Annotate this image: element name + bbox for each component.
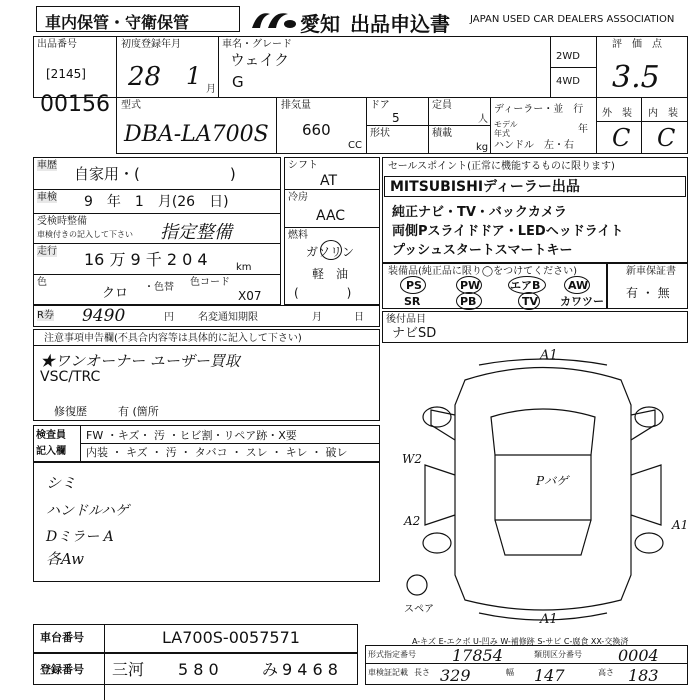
history-value: 自家用・( ) [74, 165, 236, 183]
color-value: クロ [102, 286, 129, 301]
notes-line-2: VSC/TRC [40, 369, 101, 385]
equipment-label: 装備品(純正品に限り◯をつけてください) [388, 266, 577, 277]
memo-line-3: Dミラー A [46, 529, 114, 545]
drive-2wd: 2WD [556, 51, 580, 62]
chassis-label: 車台番号 [40, 631, 84, 644]
entry-label: 記入欄 [36, 446, 66, 457]
class-number: 0004 [618, 646, 659, 665]
equip-pb: PB [460, 295, 477, 308]
equip-airbag: エアB [510, 279, 541, 292]
maintenance-value: 指定整備 [160, 222, 232, 243]
fuel-gasoline: ガソリン [306, 245, 355, 259]
name-label: 車名・グレード [222, 39, 292, 50]
reg-year-label: 初度登録年月 [121, 39, 181, 50]
color-code: X07 [238, 289, 262, 303]
shift-label: シフト [288, 160, 318, 171]
transfer-label: 名変通知期限 [198, 312, 258, 323]
height-value: 183 [628, 666, 659, 685]
length-value: 329 [440, 666, 471, 685]
association-name: JAPAN USED CAR DEALERS ASSOCIATION [470, 14, 675, 25]
load-label: 積載 [432, 128, 452, 139]
car-grade: G [232, 73, 244, 91]
model-year-unit: 年 [578, 124, 588, 135]
cc-label: 排気量 [281, 100, 311, 111]
mileage-label: 走行 [37, 246, 57, 257]
door-label: ドア [370, 100, 390, 111]
form-title: 出品申込書 [350, 12, 450, 36]
height-label: 高さ [598, 668, 614, 677]
class-label: 類別区分番号 [534, 650, 582, 659]
inspector-label: 検査員 [36, 430, 66, 441]
equip-tv: TV [522, 295, 539, 308]
aa-logo [248, 8, 298, 32]
damage-center: Pバゲ [536, 474, 569, 488]
memo-line-4: 各Aw [46, 550, 84, 568]
notes-label: 注意事項申告欄(不具合内容等は具体的に記入して下さい) [44, 333, 302, 344]
cc-value: 660 [302, 121, 331, 139]
aa-logo-icon [248, 8, 298, 32]
color-code-label: 色コード [190, 277, 230, 288]
ac-value: AAC [316, 208, 346, 224]
equip-ps-circle [400, 276, 426, 294]
score-label: 評 価 点 [612, 39, 662, 50]
retrofit-label: 後付品目 [386, 314, 426, 325]
brand-name: 愛知 [300, 12, 340, 36]
damage-a1-right: A1 [672, 518, 689, 532]
equip-ps: PS [406, 279, 422, 292]
selling-points-label: セールスポイント(正常に機能するものに限ります) [388, 161, 615, 172]
damage-a2: A2 [404, 514, 421, 528]
lot-label: 出品番号 [37, 39, 77, 50]
maintenance-label: 受検時整備 [37, 216, 87, 227]
mileage-value: 16 万 9 千 2 0 4 [84, 250, 208, 269]
warranty-label: 新車保証書 [626, 266, 676, 277]
chassis-number: LA700S-0057571 [162, 628, 300, 647]
plate-region: 三河 [112, 660, 145, 679]
recycle-amount: 9490 [82, 306, 126, 326]
ac-label: 冷房 [288, 192, 308, 203]
mileage-unit: km [236, 262, 252, 273]
plate-label: 登録番号 [40, 663, 84, 676]
equip-tv-circle [518, 292, 540, 310]
model-year-label: モデル年式 [494, 120, 518, 138]
selling-point-1: MITSUBISHIディーラー出品 [390, 179, 580, 195]
plate-class: 5 8 0 [178, 660, 219, 679]
score-value: 3.5 [612, 60, 660, 95]
shaken-label: 車検 [37, 192, 57, 203]
equip-pw: PW [460, 279, 481, 292]
interior-row: 内装 ・ キズ ・ 汚 ・ タバコ ・ スレ ・ キレ ・ 破レ [86, 446, 348, 459]
storage-badge [36, 6, 240, 32]
load-unit: kg [476, 142, 489, 153]
selling-point-2: 純正ナビ・TV・バックカメラ [392, 205, 567, 220]
fuel-label: 燃料 [288, 230, 308, 241]
model-code: DBA-LA700S [124, 122, 269, 147]
equip-aw: AW [568, 279, 589, 292]
drive-4wd: 4WD [556, 76, 580, 87]
repair-value: 有 (箇所 [118, 405, 159, 418]
equip-aw-circle [564, 276, 590, 294]
repair-label: 修復歴 [54, 405, 87, 418]
recycle-yen: 円 [164, 312, 174, 323]
interior-grade: C [657, 124, 676, 152]
plate-number: 9 4 6 8 [282, 660, 338, 679]
car-name: ウェイク [230, 51, 290, 69]
memo-frame [33, 462, 380, 582]
lot-number: 00156 [40, 92, 110, 117]
maintenance-note: 車検付きの記入して下さい [37, 230, 133, 239]
color-change: ・色替 [144, 282, 174, 293]
model-label: 型式 [121, 100, 141, 111]
shape-label: 形状 [370, 128, 390, 139]
fuel-selected-circle [320, 240, 342, 260]
door-value: 5 [392, 111, 400, 125]
transfer-day: 日 [354, 312, 364, 323]
transfer-month: 月 [312, 312, 322, 323]
lot-code: [2145] [46, 67, 86, 81]
dimension-label: 車検証記載 [368, 668, 408, 677]
reg-year: 28 [128, 62, 162, 92]
fuel-diesel: 軽 油 [312, 267, 349, 281]
warranty-value: 有 ・ 無 [626, 286, 670, 300]
capacity-unit: 人 [478, 114, 488, 125]
selling-point-3: 両側Pスライドドア・LEDヘッドライト [392, 224, 624, 239]
damage-a1-bottom: A1 [540, 612, 558, 627]
exterior-grade: C [612, 124, 631, 152]
capacity-label: 定員 [432, 100, 452, 111]
cc-unit: CC [348, 140, 362, 151]
spec-label: 形式指定番号 [368, 650, 416, 659]
memo-line-1: シミ [46, 474, 77, 492]
fuel-other: ( ) [294, 286, 352, 300]
month-unit: 月 [206, 84, 216, 95]
equip-pb-circle [456, 292, 482, 310]
dealer-label: ディーラー・並 行 [494, 104, 584, 115]
storage-badge-text: 車内保管・守衛保管 [45, 13, 190, 32]
spare-label: スペア [404, 604, 434, 615]
fw-row: FW ・キズ・ 汚 ・ヒビ割・リペア跡・X要 [86, 429, 297, 442]
equip-kawatsu: カワツー [560, 295, 604, 308]
exterior-label: 外 装 [602, 108, 632, 119]
damage-w2: W2 [402, 452, 422, 466]
history-label: 車歴 [37, 160, 57, 171]
plate-kana: み [262, 660, 279, 679]
damage-a1-top: A1 [540, 348, 558, 363]
damage-legend: A-キズ E-エクボ U-凹み W-補修跡 S-サビ C-腐食 XX-交換済 [412, 637, 629, 646]
handle-label: ハンドル 左・右 [494, 140, 574, 151]
color-label: 色 [37, 277, 47, 288]
car-outline-icon [395, 345, 690, 635]
equip-sr: SR [404, 295, 421, 308]
width-value: 147 [534, 666, 565, 685]
width-label: 幅 [506, 668, 514, 677]
memo-line-2: ハンドルハゲ [46, 503, 130, 519]
interior-label: 内 装 [648, 108, 678, 119]
selling-point-4: プッシュスタートスマートキー [392, 243, 573, 258]
spec-number: 17854 [452, 646, 503, 665]
reg-month: 1 [186, 62, 202, 90]
recycle-label: R券 [37, 310, 54, 321]
retrofit-value: ナビSD [392, 326, 437, 341]
shift-value: AT [320, 173, 338, 189]
shaken-value: 9 年 1 月(26 日) [84, 194, 229, 210]
length-label: 長さ [414, 668, 430, 677]
car-diagram [395, 345, 690, 635]
notes-line-1: ★ワンオーナー ユーザー買取 [40, 352, 240, 370]
